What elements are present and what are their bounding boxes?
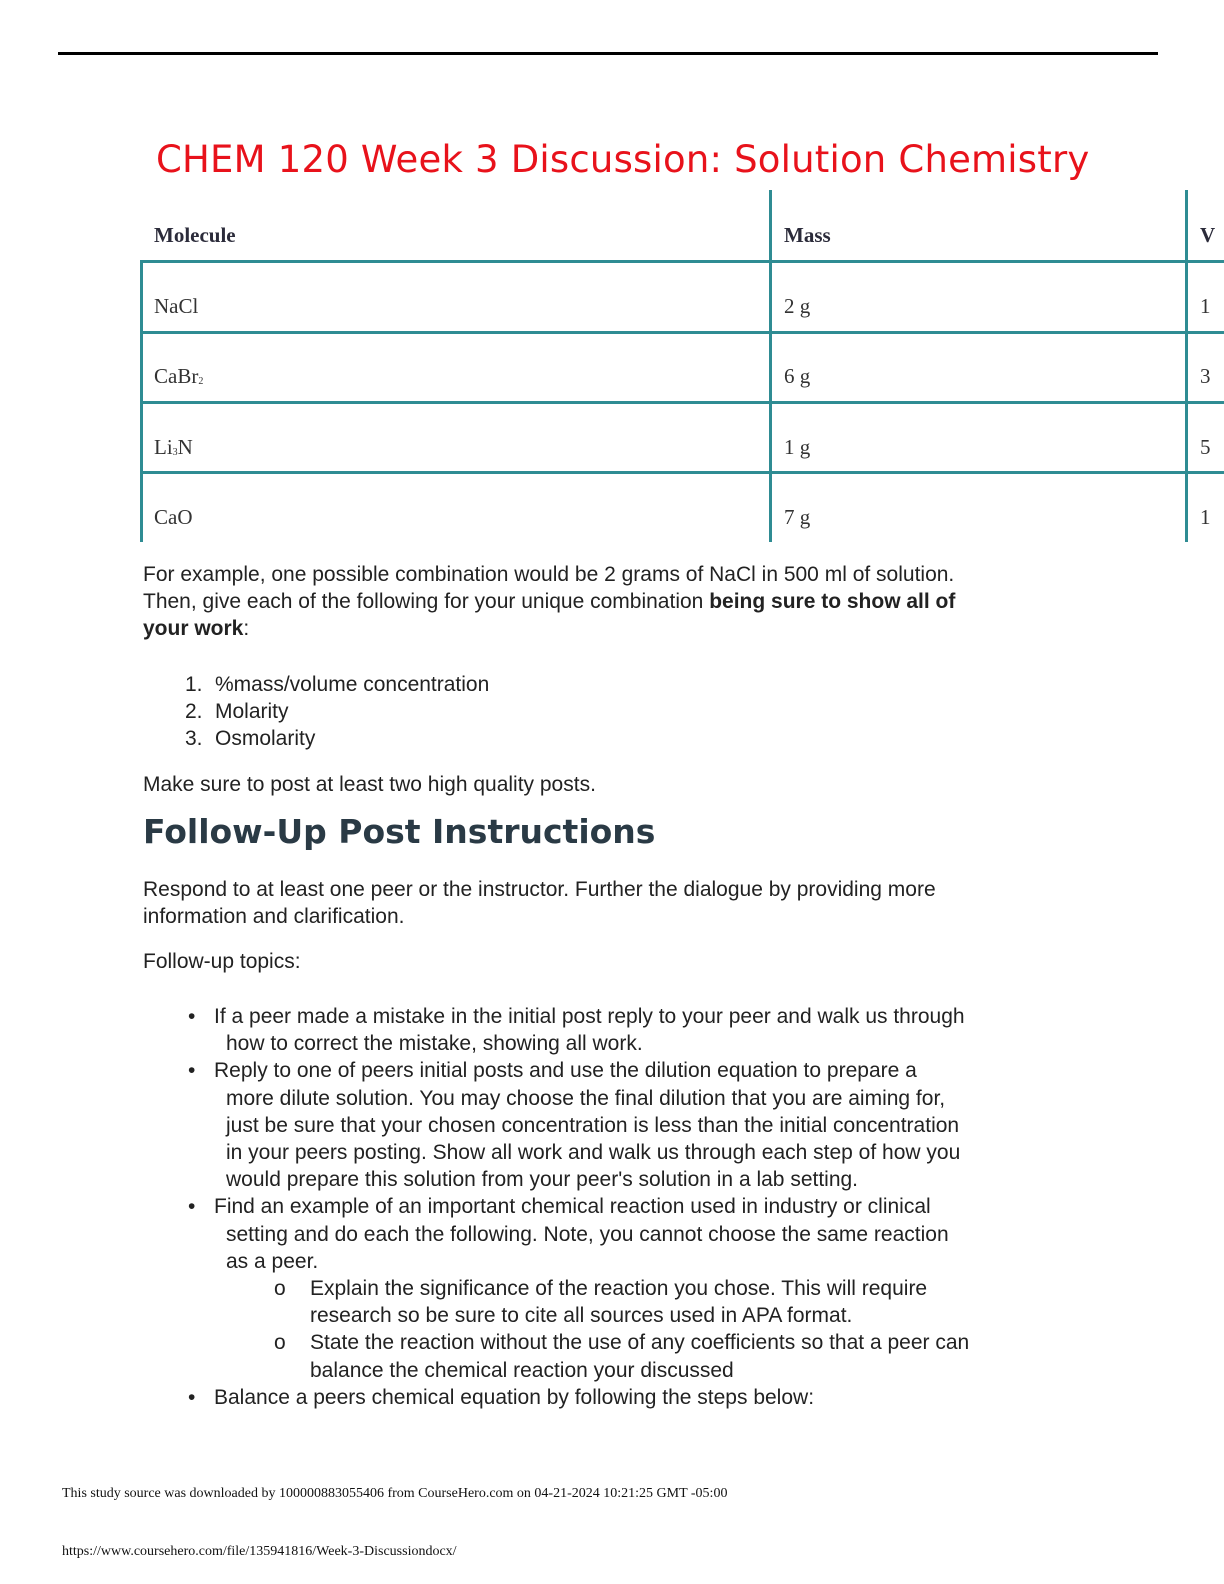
bullet-item: [188, 1384, 1088, 1411]
table-cell-mass: 2 g: [784, 294, 811, 318]
list-item-text: Molarity: [215, 700, 289, 723]
sub-bullet-item: [188, 1275, 1088, 1329]
intro-line: For example, one possible combination would be 2 grams of NaCl in 500 ml of solution.: [143, 563, 955, 586]
list-number: 1.: [185, 673, 203, 696]
list-number: 3.: [185, 727, 203, 750]
table-vrule-mid: [769, 190, 772, 542]
top-rule: [58, 52, 1158, 55]
bullet-text: Reply to one of peers initial posts and use the dilution equation to prepare a more dilute solution. You may choose the final dilution that you are aiming for, just be sure that your chosen concentration is less than the initial concentration in your peers posting. Show all work and walk us through each step of how you would prepare this solution from your peer's solution in a lab setting.: [214, 1059, 961, 1192]
list-item-text: Osmolarity: [215, 727, 316, 750]
list-item-text: %mass/volume concentration: [215, 673, 490, 696]
intro-paragraph: [143, 561, 955, 642]
bullet-text: If a peer made a mistake in the initial post reply to your peer and walk us through how to correct the mistake, showing all work.: [214, 1005, 965, 1056]
intro-line: Then, give each of the following for your unique combination: [143, 590, 710, 613]
sub-bullet-text: State the reaction without the use of any coefficients so that a peer can balance the chemical reaction your discussed: [310, 1331, 970, 1382]
table-hrule-header: [140, 260, 1224, 263]
intro-emphasis: being sure to show all of: [709, 590, 956, 613]
list-item: [185, 698, 489, 725]
table-cell-volume: 1: [1200, 294, 1211, 318]
page-title: CHEM 120 Week 3 Discussion: Solution Chemistry: [156, 138, 1090, 181]
table-cell-mass: 6 g: [784, 364, 811, 388]
table-cell-molecule: NaCl: [154, 294, 199, 318]
bullet-item: [188, 1057, 1088, 1193]
bullet-icon: •: [188, 1059, 196, 1083]
table-hrule: [140, 471, 1224, 474]
followup-topics-label: Follow-up topics:: [143, 950, 301, 973]
followup-heading: Follow-Up Post Instructions: [143, 812, 656, 851]
respond-line: information and clarification.: [143, 905, 405, 928]
table-cell-volume: 3: [1200, 364, 1211, 388]
table-hrule: [140, 401, 1224, 404]
bullet-text: Find an example of an important chemical reaction used in industry or clinical setting and do each the following. Note, you cannot choose the same reaction as a peer.: [214, 1195, 949, 1273]
table-cell-molecule: CaO: [154, 505, 193, 529]
bullet-icon: •: [188, 1385, 196, 1409]
header-molecule: Molecule: [154, 223, 236, 247]
bullet-text: Balance a peers chemical equation by following the steps below:: [214, 1385, 815, 1409]
table-cell-molecule: CaBr$_2$: [154, 364, 204, 388]
respond-paragraph: [143, 876, 936, 930]
numbered-list: [185, 671, 489, 752]
header-volume: V: [1200, 223, 1216, 247]
list-number: 2.: [185, 700, 203, 723]
footer-url[interactable]: https://www.coursehero.com/file/135941816/Week-3-Discussiondocx/: [62, 1544, 457, 1559]
list-item: [185, 671, 489, 698]
molecule-table: [140, 190, 1224, 542]
sub-bullet-text: Explain the significance of the reaction you chose. This will require research so be sure to cite all sources used in APA format.: [310, 1277, 928, 1328]
intro-punct: :: [243, 617, 250, 640]
bullet-icon: •: [188, 1005, 196, 1028]
table-hrule: [140, 331, 1224, 334]
table-cell-mass: 1 g: [784, 435, 811, 459]
list-item: [185, 725, 489, 752]
table-vrule-right: [1185, 190, 1188, 542]
sub-bullet-icon: o: [274, 1331, 286, 1355]
sub-bullet-icon: o: [274, 1277, 286, 1301]
table-cell-volume: 5: [1200, 435, 1211, 459]
bullet-icon: •: [188, 1195, 196, 1219]
header-mass: Mass: [784, 223, 831, 247]
bullet-item: [188, 1193, 1088, 1275]
intro-emphasis: your work: [143, 617, 244, 640]
table-cell-molecule: $Li_3N$: [154, 435, 193, 459]
footer-source-note: This study source was downloaded by 100000883055406 from CourseHero.com on 04-21-2024 10:21:25 GMT -05:00: [62, 1486, 728, 1501]
bullet-item: [188, 1003, 1088, 1057]
posts-note: Make sure to post at least two high quality posts.: [143, 773, 596, 796]
table-cell-mass: 7 g: [784, 505, 811, 529]
followup-bullet-list: [188, 1003, 1088, 1411]
sub-bullet-item: [188, 1329, 1088, 1383]
table-cell-volume: 1: [1200, 505, 1211, 529]
respond-line: Respond to at least one peer or the instructor. Further the dialogue by providing more: [143, 878, 936, 901]
